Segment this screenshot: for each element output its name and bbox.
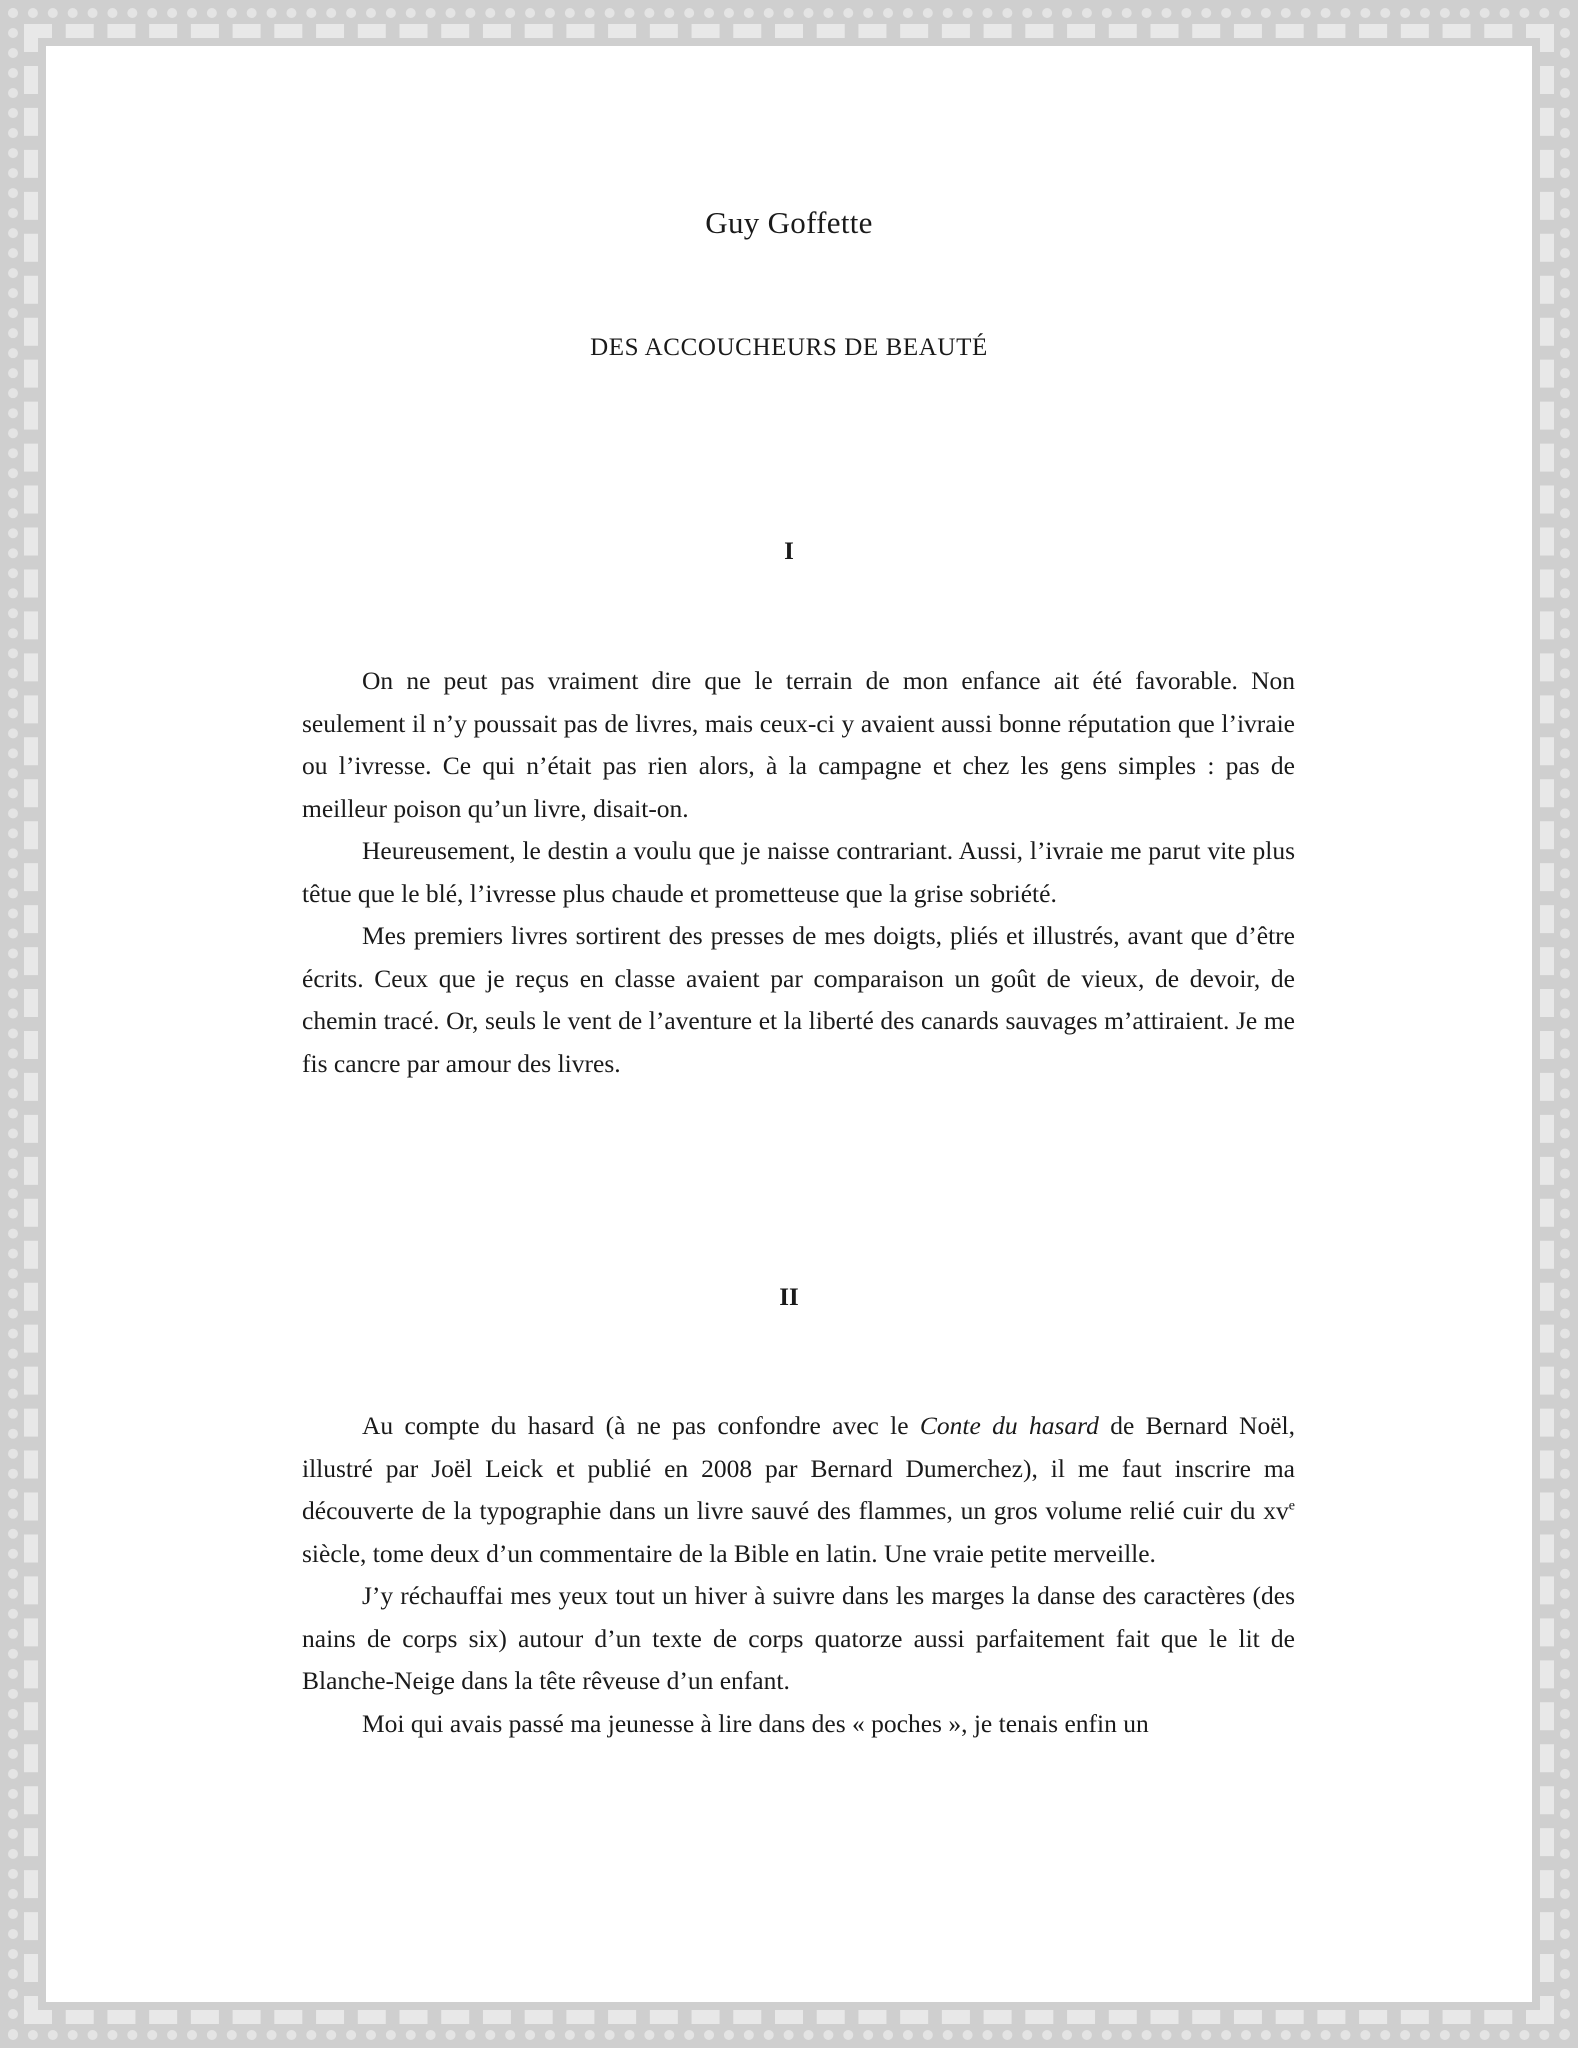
section-1-text — [302, 660, 1295, 1085]
paragraph: Heureusement, le destin a voulu que je naisse contrariant. Aussi, l’ivraie me parut vite plus têtue que le blé, l’ivresse plus chaude et prometteuse que la grise sobriété. — [302, 836, 1295, 908]
section-number-1: I — [784, 538, 794, 565]
paragraph-text: Au compte du hasard (à ne pas confondre avec le — [362, 1411, 920, 1440]
paragraph — [302, 1405, 1295, 1575]
section-number-2: II — [779, 1284, 799, 1311]
paragraph-text: de Bernard Noël, illustré par Joël Leick et publié en 2008 par Bernard Dumerchez), il me faut inscrire ma découverte de la typographie dans un livre sauvé des flammes, un gros volume relié cuir du xv — [302, 1411, 1295, 1525]
paragraph: On ne peut pas vraiment dire que le terrain de mon enfance ait été favorable. Non seulement il n’y poussait pas de livres, mais ceux-ci y avaient aussi bonne réputation que l’ivraie ou l’ivresse. Ce qui n’était pas rien alors, à la campagne et chez les gens simples : pas de meilleur poison qu’un livre, disait-on. — [302, 666, 1295, 823]
paragraph: J’y réchauffai mes yeux tout un hiver à suivre dans les marges la danse des caractères (des nains de corps six) autour d’un texte de corps quatorze aussi parfaitement fait que le lit de Blanche-Neige dans la tête rêveuse d’un enfant. — [302, 1581, 1295, 1695]
author-name: Guy Goffette — [705, 205, 873, 240]
paragraph-text: siècle, tome deux d’un commentaire de la Bible en latin. Une vraie petite merveille. — [302, 1538, 1156, 1568]
century-superscript: e — [1288, 1498, 1295, 1514]
book-title-italic: Conte du hasard — [919, 1411, 1099, 1440]
paragraph: Mes premiers livres sortirent des presses de mes doigts, pliés et illustrés, avant que d’être écrits. Ceux que je reçus en classe avaient par comparaison un goût de vieux, de devoir, de chemin tracé. Or, seuls le vent de l’aventure et la liberté des canards sauvages m’attiraient. Je me fis cancre par amour des livres. — [302, 921, 1295, 1078]
document-title: DES ACCOUCHEURS DE BEAUTÉ — [590, 334, 988, 361]
section-2-text — [302, 1405, 1295, 1745]
paragraph: Moi qui avais passé ma jeunesse à lire dans des « poches », je tenais enfin un — [362, 1708, 1149, 1738]
